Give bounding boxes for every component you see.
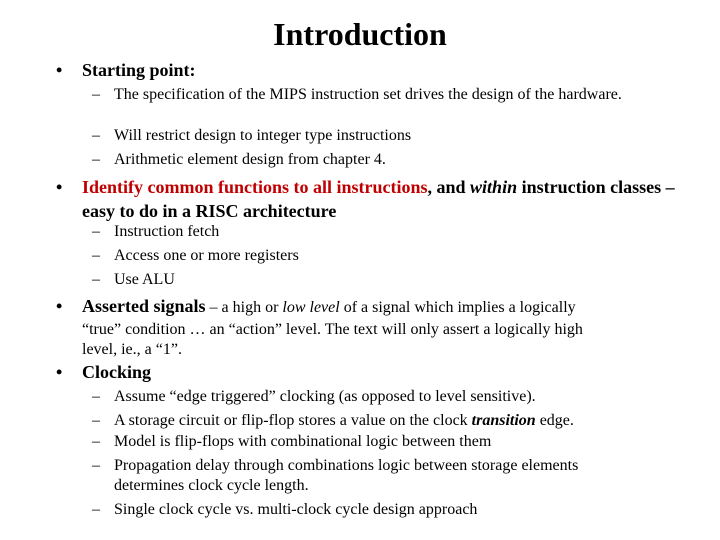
dash: –	[92, 388, 100, 405]
bullet-text	[82, 294, 676, 320]
sub-item-text: Use ALU	[114, 271, 175, 288]
dash: –	[92, 271, 100, 288]
bullet-text: Clocking	[82, 362, 152, 382]
bullet-text	[82, 175, 676, 223]
sub-item-text: Single clock cycle vs. multi-clock cycle design approach	[114, 501, 478, 518]
dash: –	[92, 457, 100, 474]
bullet-text: Starting point:	[82, 60, 196, 80]
bullet-dot: •	[56, 60, 63, 80]
bullet-identify-functions	[56, 175, 676, 223]
bullet-starting-point	[56, 58, 676, 82]
sub-item	[92, 270, 652, 290]
bullet-dot: •	[56, 362, 63, 382]
text-span: – a high or	[205, 299, 283, 316]
sub-item-text: Will restrict design to integer type instructions	[114, 127, 412, 144]
bullet-continuation: “true” condition … an “action” level. The text will only assert a logically high	[82, 321, 583, 338]
sub-item-text: Instruction fetch	[114, 223, 220, 240]
sub-item-text: Access one or more registers	[114, 247, 299, 264]
italic-text: transition	[471, 412, 536, 429]
dash: –	[92, 86, 100, 103]
sub-item-text: The specification of the MIPS instruction set drives the design of the hardware.	[114, 86, 622, 103]
italic-text: low level	[282, 299, 340, 316]
bullet-clocking	[56, 360, 676, 384]
dash: –	[92, 223, 100, 240]
sub-item	[92, 222, 652, 242]
bullet-asserted-signals	[56, 294, 676, 360]
sub-item	[92, 456, 652, 496]
sub-item-text: Arithmetic element design from chapter 4.	[114, 151, 386, 168]
text-span: edge.	[535, 412, 574, 429]
sub-item-text: Propagation delay through combinations logic between storage elements determines clock cycle length.	[114, 457, 579, 494]
sub-item	[92, 126, 652, 146]
italic-text: within	[470, 177, 518, 197]
dash: –	[92, 247, 100, 264]
bullet-dot: •	[56, 177, 63, 197]
sub-item	[92, 432, 652, 452]
dash: –	[92, 433, 100, 450]
sub-item	[92, 85, 652, 105]
sub-item	[92, 500, 652, 520]
bullet-continuation: level, ie., a “1”.	[82, 341, 182, 358]
dash: –	[92, 412, 100, 429]
dash: –	[92, 151, 100, 168]
text-span: of a signal which implies a logically	[339, 299, 576, 316]
highlight-red-text: Identify common functions to all instructions	[82, 177, 428, 197]
sub-item	[92, 387, 652, 407]
sub-item	[92, 246, 652, 266]
sub-item	[92, 150, 652, 170]
bold-text: Asserted signals	[82, 296, 206, 316]
dash: –	[92, 127, 100, 144]
bullet-dot: •	[56, 296, 63, 316]
text-span: A storage circuit or flip-flop stores a value on the clock	[114, 412, 472, 429]
sub-item	[92, 411, 652, 431]
sub-item-text: Model is flip-flops with combinational logic between them	[114, 433, 492, 450]
sub-item-text	[114, 411, 652, 431]
slide-title: Introduction	[273, 16, 447, 52]
text-span: , and	[427, 177, 471, 197]
text-span: instruction classes – easy to do in a RISC architecture	[82, 177, 675, 221]
dash: –	[92, 501, 100, 518]
sub-item-text: Assume “edge triggered” clocking (as opposed to level sensitive).	[114, 388, 536, 405]
